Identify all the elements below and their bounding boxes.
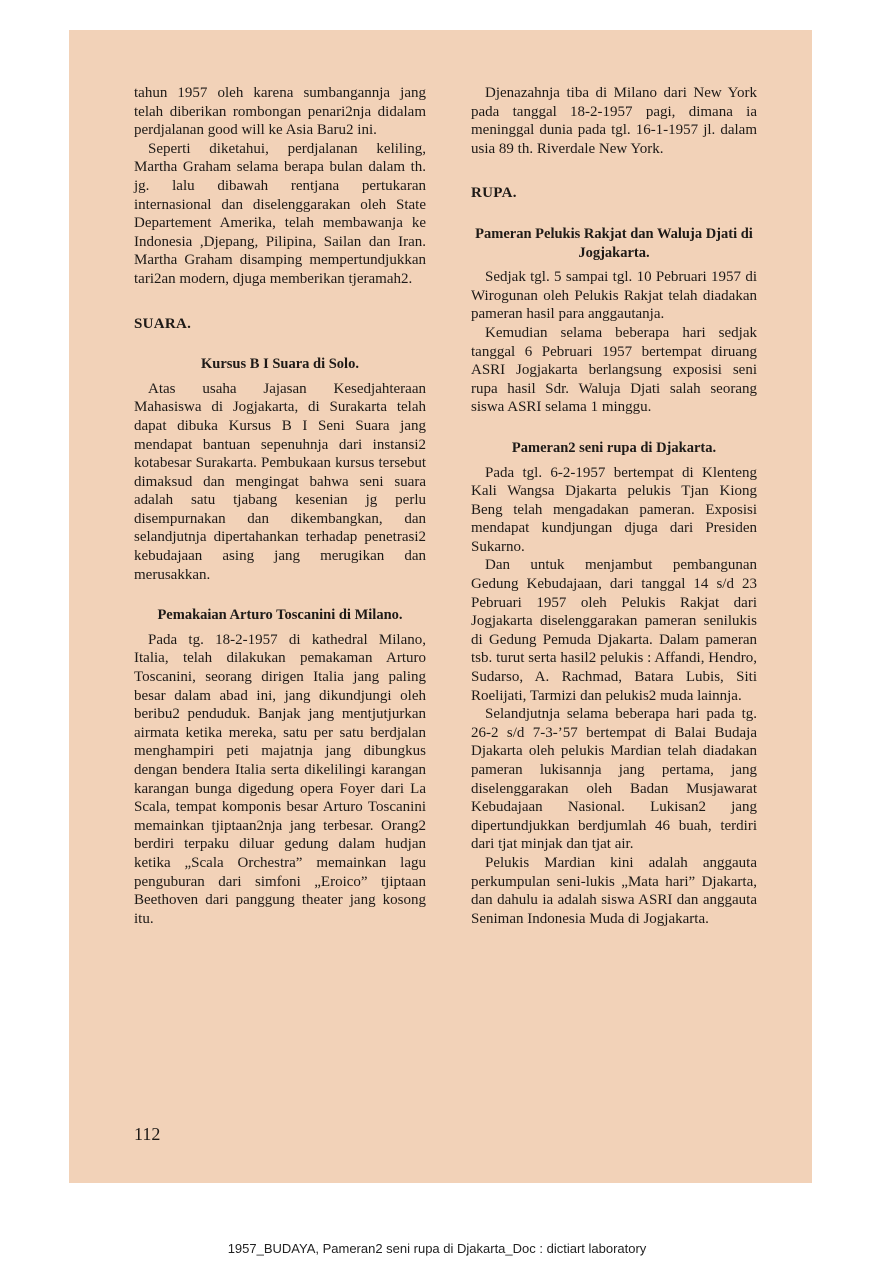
- paragraph: Djenazahnja tiba di Milano dari New York pada tanggal 18-2-1957 pagi, dimana ia meninggal dunia pada tgl. 16-1-1957 jl. dalam usia 89 th. Riverdale New York.: [471, 85, 757, 157]
- paragraph: Dan untuk menjambut pembangunan Gedung Kebudajaan, dari tanggal 14 s/d 23 Pebruari 1957 oleh Pelukis Rakjat dari Jogjakarta diselenggarakan pameran senilukis di Gedung Pemuda Djakarta. Dalam pameran tsb. turut serta hasil2 pelukis : Affandi, Hendro, Sudarso, A. Rachmad, Batara Lubis, Siti Roelijati, Tarmizi dan pelukis2 muda lainnja.: [471, 557, 757, 704]
- paragraph: Seperti diketahui, perdjalanan keliling, Martha Graham selama berapa bulan dalam th. jg. lalu dibawah rentjana pertukaran internasional dan diselenggarakan oleh State Departement Amerika, telah membawanja ke Indonesia ,Djepang, Pilipina, Sailan dan Iran. Martha Graham disamping mempertundjukkan tari2an modern, djuga memberikan tjeramah2.: [134, 140, 426, 287]
- document-caption: 1957_BUDAYA, Pameran2 seni rupa di Djakarta_Doc : dictiart laboratory: [227, 1241, 647, 1256]
- spacer: [134, 333, 426, 355]
- page-number: 112: [134, 1124, 161, 1144]
- subheading-toscanini: Pemakaian Arturo Toscanini di Milano.: [157, 607, 403, 624]
- subheading-kursus: Kursus B I Suara di Solo.: [201, 356, 359, 373]
- paragraph: Kemudian selama beberapa hari sedjak tanggal 6 Pebruari 1957 bertempat diruang ASRI Jogjakarta berlangsung exposisi seni rupa hasil Sdr. Waluja Djati salah seorang siswa ASRI selama 1 minggu.: [471, 324, 757, 416]
- scanned-page: [69, 30, 812, 1183]
- paragraph: Atas usaha Jajasan Kesedjahteraan Mahasiswa di Jogjakarta, di Surakarta telah dapat dibuka Kursus B I Seni Suara jang mendapat bantuan sepenuhnja dari instansi2 kotabesar Surakarta. Pembukaan kursus tersebut dimaksud dan mengingat bahwa seni suara adalah satu tjabang kesenian jg perlu disempurnakan dan dikembangkan, dan selandjutnja dipertahankan terhadap penetrasi2 kebudajaan asing jang merugikan dan merusakkan.: [134, 380, 426, 583]
- paragraph: tahun 1957 oleh karena sumbangannja jang telah diberikan rombongan penari2nja didalam perdjalanan good will ke Asia Baru2 ini.: [134, 85, 426, 139]
- left-column: [134, 84, 426, 928]
- right-column: [471, 84, 757, 928]
- spacer: [471, 158, 757, 184]
- section-heading-rupa: RUPA.: [471, 185, 517, 202]
- spacer: [471, 417, 757, 439]
- paragraph: Sedjak tgl. 5 sampai tgl. 10 Pebruari 1957 di Wirogunan oleh Pelukis Rakjat telah diadakan pameran hasil para anggautanja.: [471, 269, 757, 323]
- paragraph: Pada tg. 18-2-1957 di kathedral Milano, Italia, telah dilakukan pemakaman Arturo Toscanini, seorang dirigen Italia jang paling besar dalam abad ini, jang dikundjungi oleh beribu2 penduduk. Banjak jang mentjutjurkan airmata ketika mereka, satu per satu berdjalan menghampiri peti majatnja jang dibungkus dengan bendera Italia serta dikelilingi karangan karangan bunga digedung opera Foyer dari La Scala, tempat komponis besar Arturo Toscanini memainkan tjiptaan2nja jang terbesar. Orang2 berdiri terpaku diluar gedung dalam hudjan ketika „Scala Orchestra” memainkan lagu penguburan dari simfoni „Eroico” tjiptaan Beethoven dari panggung theater jang kosong itu.: [134, 631, 426, 927]
- paragraph: Pada tgl. 6-2-1957 bertempat di Klenteng Kali Wangsa Djakarta pelukis Tjan Kiong Beng telah mengadakan pameran. Exposisi mendapat kundjungan djuga dari Presiden Sukarno.: [471, 464, 757, 555]
- section-heading-suara: SUARA.: [134, 315, 192, 332]
- subheading-pameran-djakarta: Pameran2 seni rupa di Djakarta.: [511, 439, 717, 456]
- paragraph: Selandjutnja selama beberapa hari pada tg. 26-2 s/d 7-3-’57 bertempat di Balai Budaja Djakarta oleh pelukis Mardian telah diadakan pameran lukisannja jang pertama, jang diselenggarakan oleh Badan Musjawarat Kebudajaan Nasional. Lukisan2 jang dipertundjukkan berdjumlah 46 buah, terdiri dari tjat minjak dan tjat air.: [471, 706, 757, 853]
- paragraph: Pelukis Mardian kini adalah anggauta perkumpulan seni-lukis „Mata hari” Djakarta, dan dahulu ia adalah siswa ASRI dan anggauta Seniman Indonesia Muda di Jogjakarta.: [471, 854, 757, 927]
- spacer: [471, 203, 757, 225]
- subheading-pameran-rakjat: Pameran Pelukis Rakjat dan Waluja Djati di Jogjakarta.: [475, 225, 753, 261]
- spacer: [134, 289, 426, 315]
- spacer: [134, 584, 426, 606]
